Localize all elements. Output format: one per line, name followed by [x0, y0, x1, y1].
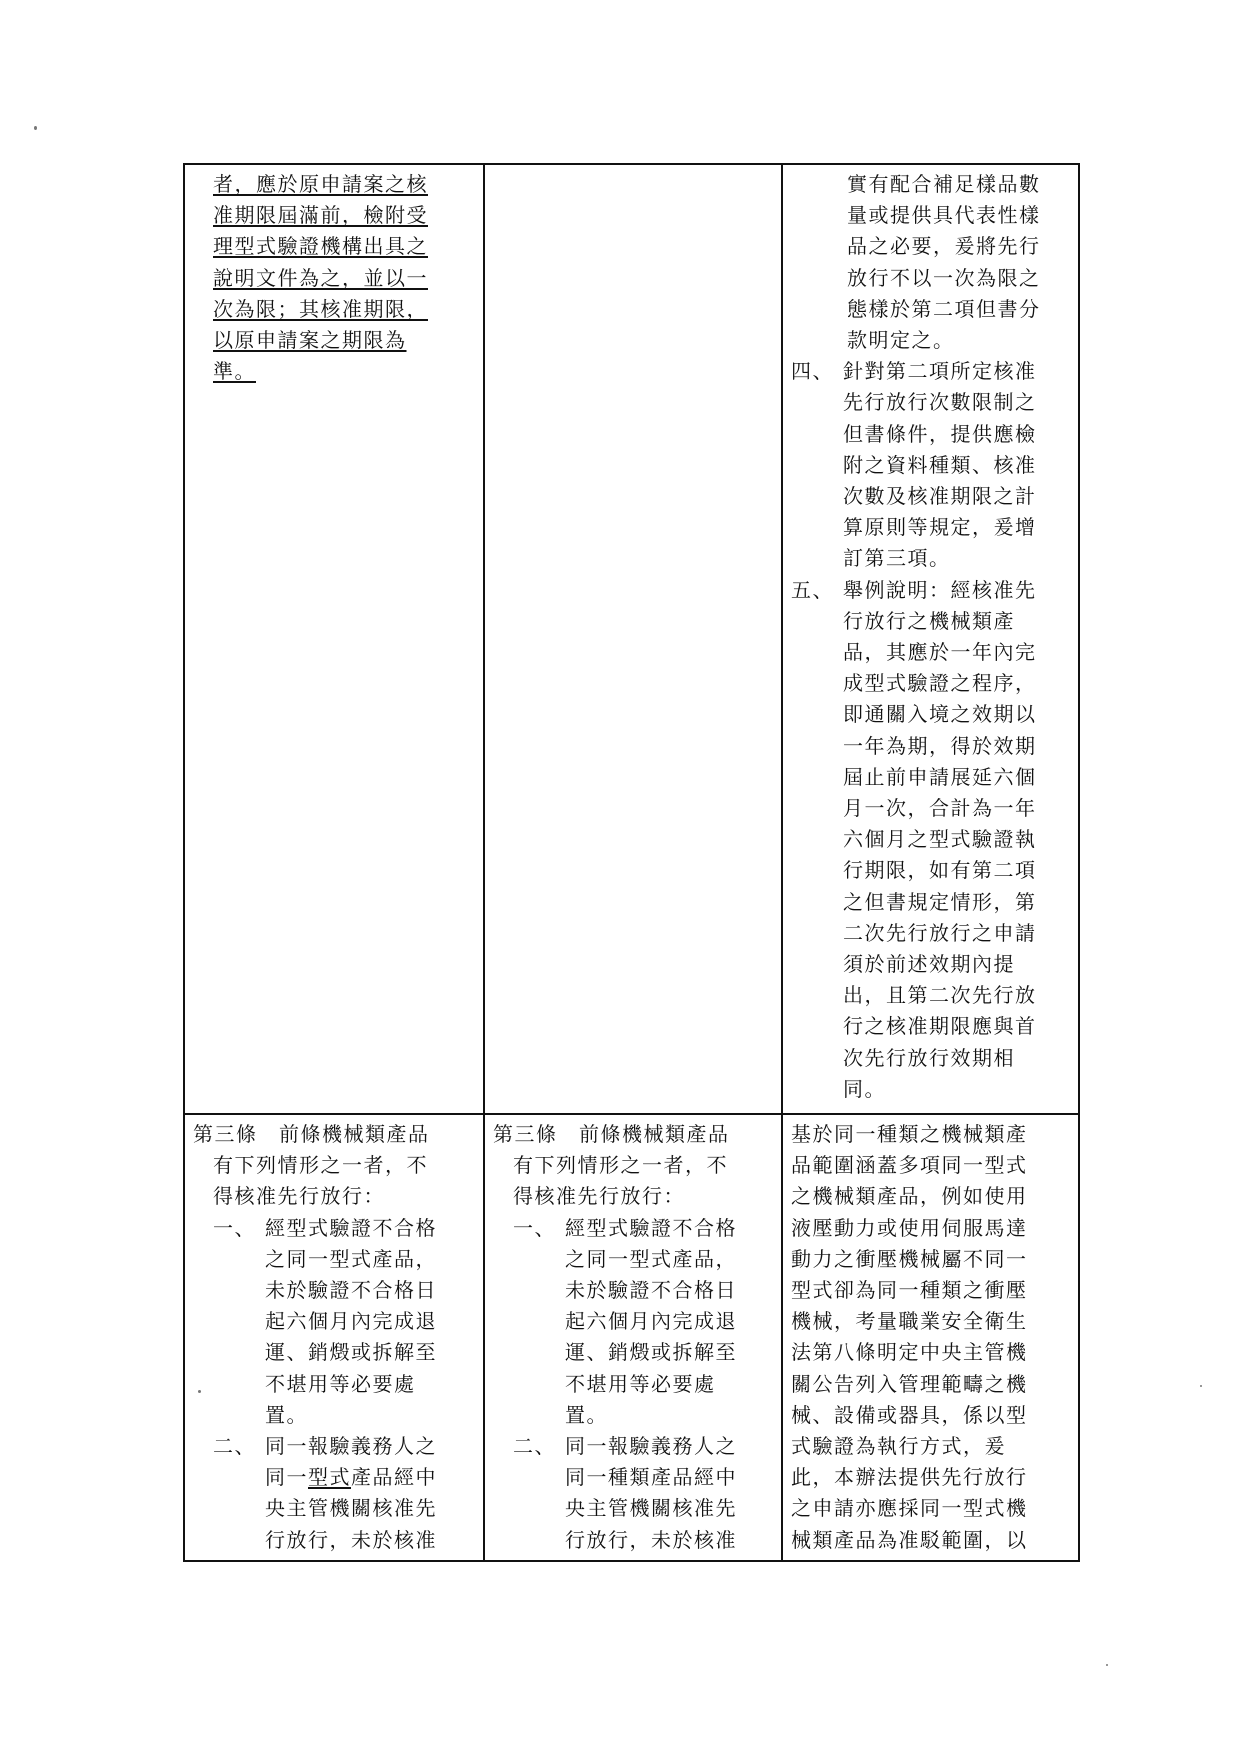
text-line: 有下列情形之一者，不 [213, 1153, 428, 1178]
text-line: 次先行放行效期相 [843, 1045, 1015, 1070]
underlined-amendment: 型式 [308, 1465, 351, 1490]
text-line: 械類產品為准駁範圍，以 [791, 1527, 1028, 1552]
article-heading: 第三條 前條機械類產品 [493, 1122, 730, 1146]
text-line: 須於前述效期內提 [843, 952, 1015, 977]
text-line: 置。 [565, 1402, 608, 1427]
text-line: 以原申請案之期限為 [213, 328, 407, 353]
amended-text-cell [184, 1114, 484, 1561]
text-line: 月一次，合計為一年 [843, 796, 1037, 821]
text-line: 央主管機關核准先 [565, 1496, 737, 1521]
text-line: 出，且第二次先行放 [843, 983, 1037, 1008]
text-line: 品範圍涵蓋多項同一型式 [791, 1153, 1028, 1178]
text-line: 品之必要，爰將先行 [847, 234, 1041, 259]
text-line: 此，本辦法提供先行放行 [791, 1465, 1028, 1490]
scan-speck [1106, 1664, 1108, 1666]
subparagraph-2 [193, 1431, 475, 1556]
item-number: 五、 [791, 577, 834, 602]
text-line-underlined [265, 1462, 475, 1493]
text-line: 得核准先行放行： [213, 1184, 385, 1209]
text-line: 基於同一種類之機械類產 [791, 1122, 1028, 1146]
text-line: 態樣於第二項但書分 [847, 296, 1041, 321]
text-line: 不堪用等必要處 [565, 1371, 716, 1396]
text-line: 實有配合補足樣品數 [847, 172, 1041, 196]
text-line: 經型式驗證不合格 [265, 1215, 437, 1240]
amended-text-cell [184, 164, 484, 1114]
text-line: 起六個月內完成退 [565, 1309, 737, 1334]
item-number: 四、 [791, 359, 834, 384]
text-line: 附之資料種類、核准 [843, 452, 1037, 477]
text-line: 液壓動力或使用伺服馬達 [791, 1215, 1028, 1240]
text-line: 法第八條明定中央主管機 [791, 1340, 1028, 1365]
text-line: 放行不以一次為限之 [847, 265, 1041, 290]
text-line: 量或提供具代表性樣 [847, 203, 1041, 228]
text-line: 者，應於原申請案之核 [213, 172, 428, 196]
text-line: 經型式驗證不合格 [565, 1215, 737, 1240]
text-line: 行期限，如有第二項 [843, 858, 1037, 883]
text-line: 未於驗證不合格日 [265, 1278, 437, 1303]
comparison-table [183, 163, 1080, 1562]
subparagraph-1 [193, 1213, 475, 1431]
text-line: 同一種類產品經中 [565, 1465, 737, 1490]
text-line: 先行放行次數限制之 [843, 390, 1037, 415]
text-line: 運、銷燬或拆解至 [265, 1340, 437, 1365]
text-line: 之申請亦應採同一型式機 [791, 1496, 1028, 1521]
text-line: 之機械類產品，例如使用 [791, 1184, 1028, 1209]
item-number: 二、 [213, 1434, 256, 1459]
text-segment: 同一 [265, 1465, 308, 1490]
text-line: 運、銷燬或拆解至 [565, 1340, 737, 1365]
original-text-cell [484, 1114, 782, 1561]
text-line: 行放行，未於核准 [565, 1527, 737, 1552]
text-line: 理型式驗證機構出具之 [213, 234, 428, 259]
text-line: 行放行之機械類產 [843, 608, 1015, 633]
text-line: 算原則等規定，爰增 [843, 515, 1037, 540]
text-line: 械、設備或器具，係以型 [791, 1402, 1028, 1427]
text-line: 行放行，未於核准 [265, 1527, 437, 1552]
text-line: 式驗證為執行方式，爰 [791, 1434, 1006, 1459]
text-line: 次為限；其核准期限， [213, 296, 428, 321]
text-line: 置。 [265, 1402, 308, 1427]
text-line: 即通關入境之效期以 [843, 702, 1037, 727]
text-line: 屆止前申請展延六個 [843, 764, 1037, 789]
item-number: 一、 [513, 1215, 556, 1240]
article-heading: 第三條 前條機械類產品 [193, 1122, 430, 1146]
item-number: 二、 [513, 1434, 556, 1459]
table-row [184, 164, 1079, 1114]
scan-speck [34, 126, 37, 130]
item-number: 一、 [213, 1215, 256, 1240]
text-line: 未於驗證不合格日 [565, 1278, 737, 1303]
text-line: 一年為期，得於效期 [843, 733, 1037, 758]
text-line: 不堪用等必要處 [265, 1371, 416, 1396]
text-line: 訂第三項。 [843, 546, 951, 571]
text-line: 同一報驗義務人之 [265, 1434, 437, 1459]
text-line: 六個月之型式驗證執 [843, 827, 1037, 852]
explanation-item-5 [791, 575, 1070, 1105]
text-line: 款明定之。 [847, 328, 955, 353]
original-text-cell [484, 164, 782, 1114]
text-line: 同一報驗義務人之 [565, 1434, 737, 1459]
text-line: 同。 [843, 1076, 886, 1101]
table-row [184, 1114, 1079, 1561]
text-line: 得核准先行放行： [513, 1184, 685, 1209]
text-line: 成型式驗證之程序， [843, 671, 1037, 696]
explanation-cell [782, 164, 1079, 1114]
text-line: 之但書規定情形，第 [843, 889, 1037, 914]
text-line: 二次先行放行之申請 [843, 920, 1037, 945]
text-line: 起六個月內完成退 [265, 1309, 437, 1334]
text-line: 說明文件為之，並以一 [213, 265, 428, 290]
text-line: 央主管機關核准先 [265, 1496, 437, 1521]
text-line: 行之核准期限應與首 [843, 1014, 1037, 1039]
subparagraph-2 [493, 1431, 773, 1556]
text-line: 之同一型式產品， [265, 1246, 437, 1271]
text-segment: 產品經中 [351, 1465, 437, 1490]
text-line: 型式卻為同一種類之衝壓 [791, 1278, 1028, 1303]
text-line: 動力之衝壓機械屬不同一 [791, 1246, 1028, 1271]
text-line: 准期限屆滿前，檢附受 [213, 203, 428, 228]
text-line: 次數及核准期限之計 [843, 484, 1037, 509]
text-line: 之同一型式產品， [565, 1246, 737, 1271]
text-line: 但書條件，提供應檢 [843, 421, 1037, 446]
text-line: 準。 [213, 359, 256, 384]
text-line: 關公告列入管理範疇之機 [791, 1371, 1028, 1396]
text-line: 針對第二項所定核准 [843, 359, 1037, 384]
text-line: 舉例說明：經核准先 [843, 577, 1037, 602]
text-line: 品，其應於一年內完 [843, 640, 1037, 665]
explanation-cell [782, 1114, 1079, 1561]
explanation-item-4 [791, 356, 1070, 574]
text-line: 機械，考量職業安全衛生 [791, 1309, 1028, 1334]
scan-speck [1200, 1385, 1202, 1387]
text-line: 有下列情形之一者，不 [513, 1153, 728, 1178]
subparagraph-1 [493, 1213, 773, 1431]
